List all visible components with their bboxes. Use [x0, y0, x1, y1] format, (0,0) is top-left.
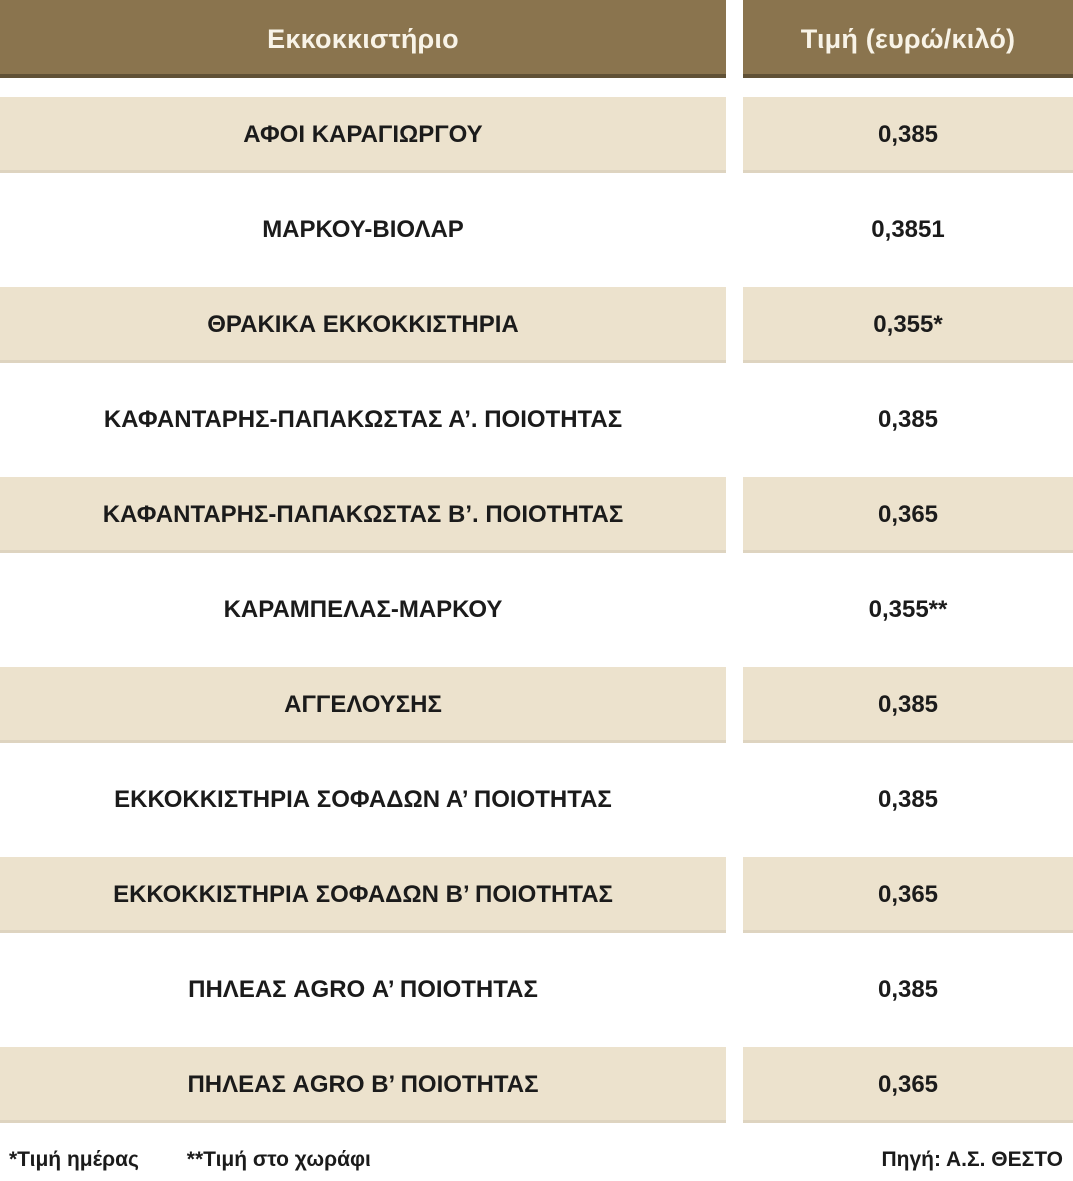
price-cell: 0,355*	[743, 287, 1073, 363]
column-gap	[726, 762, 743, 838]
table-footer	[0, 1148, 1073, 1172]
gin-name-cell: ΚΑΦΑΝΤΑΡΗΣ-ΠΑΠΑΚΩΣΤΑΣ Β’. ΠΟΙΟΤΗΤΑΣ	[0, 477, 726, 553]
table-row	[0, 857, 1073, 933]
gin-name-cell: ΜΑΡΚΟΥ-ΒΙΟΛΑΡ	[262, 216, 464, 243]
table-body	[0, 97, 1073, 1123]
column-gap	[726, 857, 743, 933]
column-gap	[726, 572, 743, 648]
gin-name-cell: ΠΗΛΕΑΣ AGRO Β’ ΠΟΙΟΤΗΤΑΣ	[0, 1047, 726, 1123]
gin-name-cell: ΑΓΓΕΛΟΥΣΗΣ	[0, 667, 726, 743]
table-row	[0, 1047, 1073, 1123]
table-row	[0, 952, 1073, 1028]
column-gap	[726, 477, 743, 553]
table-row	[0, 287, 1073, 363]
price-cell: 0,385	[877, 976, 939, 1003]
column-gap	[726, 287, 743, 363]
price-cell: 0,385	[743, 97, 1073, 173]
gin-name-cell: ΚΑΦΑΝΤΑΡΗΣ-ΠΑΠΑΚΩΣΤΑΣ Α’. ΠΟΙΟΤΗΤΑΣ	[103, 406, 623, 433]
price-cell: 0,385	[743, 667, 1073, 743]
gin-name-cell: ΕΚΚΟΚΚΙΣΤΗΡΙΑ ΣΟΦΑΔΩΝ Β’ ΠΟΙΟΤΗΤΑΣ	[0, 857, 726, 933]
table-row	[0, 192, 1073, 268]
table-row	[0, 382, 1073, 458]
column-gap	[726, 192, 743, 268]
price-cell: 0,365	[743, 857, 1073, 933]
column-gap	[726, 952, 743, 1028]
gin-name-cell: ΘΡΑΚΙΚΑ ΕΚΚΟΚΚΙΣΤΗΡΙΑ	[0, 287, 726, 363]
table-row	[0, 477, 1073, 553]
column-gap	[726, 1047, 743, 1123]
footnote-day-price: *Τιμή ημέρας	[9, 1148, 139, 1171]
gin-name-cell: ΠΗΛΕΑΣ AGRO Α’ ΠΟΙΟΤΗΤΑΣ	[188, 976, 538, 1003]
price-cell: 0,3851	[871, 216, 945, 243]
price-cell: 0,385	[877, 406, 939, 433]
price-cell: 0,355**	[868, 596, 948, 623]
table-header-row	[0, 0, 1073, 78]
footnotes	[9, 1148, 371, 1172]
price-cell: 0,385	[877, 786, 939, 813]
column-gap	[726, 667, 743, 743]
column-header-price: Τιμή (ευρώ/κιλό)	[743, 0, 1073, 78]
column-header-gin: Εκκοκκιστήριο	[0, 0, 726, 78]
source-label: Πηγή: Α.Σ. ΘΕΣΤΟ	[881, 1148, 1063, 1171]
column-gap	[726, 382, 743, 458]
table-row	[0, 572, 1073, 648]
table-row	[0, 667, 1073, 743]
column-gap	[726, 97, 743, 173]
gin-name-cell: ΚΑΡΑΜΠΕΛΑΣ-ΜΑΡΚΟΥ	[223, 596, 503, 623]
footnote-field-price: **Τιμή στο χωράφι	[186, 1148, 371, 1171]
gin-name-cell: ΑΦΟΙ ΚΑΡΑΓΙΩΡΓΟΥ	[0, 97, 726, 173]
table-row	[0, 97, 1073, 173]
gin-name-cell: ΕΚΚΟΚΚΙΣΤΗΡΙΑ ΣΟΦΑΔΩΝ Α’ ΠΟΙΟΤΗΤΑΣ	[114, 786, 612, 813]
table-row	[0, 762, 1073, 838]
price-cell: 0,365	[743, 477, 1073, 553]
price-cell: 0,365	[743, 1047, 1073, 1123]
column-gap	[726, 0, 743, 78]
